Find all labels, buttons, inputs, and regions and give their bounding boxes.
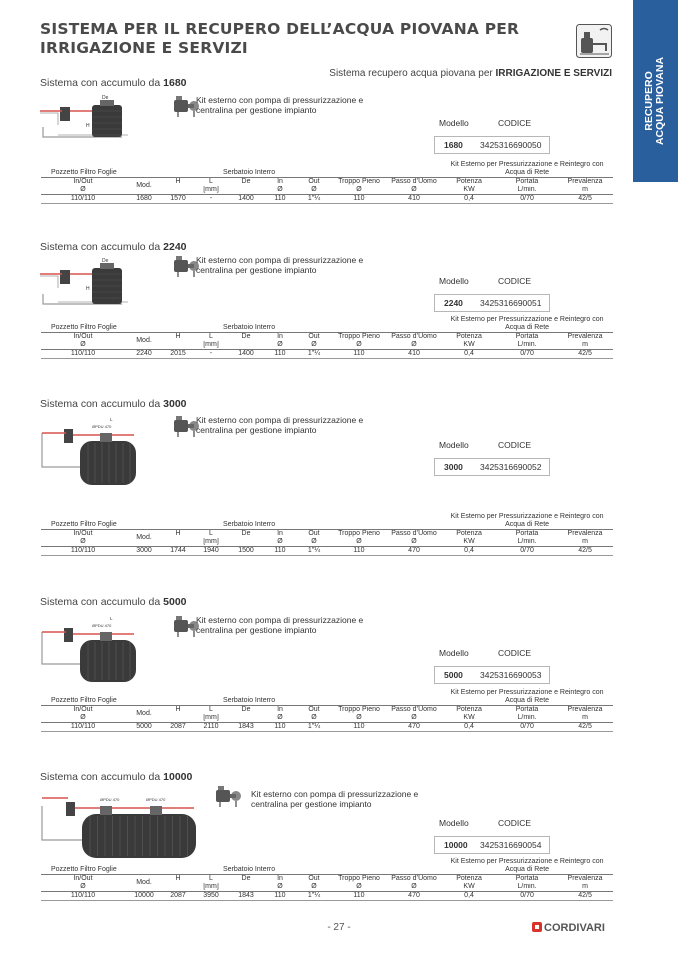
col-header-prevalenza: Prevalenza: [557, 333, 613, 342]
pozzetto-label: Pozzetto Filtro Foglie: [51, 324, 117, 331]
unit-passo: Ø: [387, 883, 441, 892]
cell-inout: 110/110: [41, 547, 125, 556]
page-subheading: Sistema recupero acqua piovana per IRRIGAZIONE E SERVIZI: [329, 68, 612, 79]
cell-potenza: 0,4: [441, 195, 497, 204]
unit-in: Ø: [263, 538, 297, 547]
unit-l: [mm]: [193, 538, 229, 547]
svg-text:L: L: [110, 616, 113, 621]
unit-inout: Ø: [41, 186, 125, 195]
cell-troppo: 110: [331, 723, 387, 732]
section-title: Sistema con accumulo da 3000: [40, 398, 187, 410]
col-header-h: H: [163, 706, 193, 715]
model-number: 2240: [444, 298, 463, 308]
cell-mod: 3000: [125, 547, 163, 556]
cell-h: 1570: [163, 195, 193, 204]
cell-potenza: 0,4: [441, 723, 497, 732]
unit-in: Ø: [263, 883, 297, 892]
unit-out: Ø: [297, 341, 331, 350]
spec-table: [41, 160, 613, 204]
cell-passo: 470: [387, 723, 441, 732]
unit-de: [229, 538, 263, 547]
section-title: Sistema con accumulo da 1680: [40, 77, 187, 89]
svg-text:L: L: [110, 417, 113, 422]
unit-de: [229, 341, 263, 350]
cell-troppo: 110: [331, 547, 387, 556]
brand-logo: CORDIVARI: [532, 922, 605, 934]
cell-h: 2087: [163, 892, 193, 901]
cell-out: 1"¼: [297, 547, 331, 556]
unit-inout: Ø: [41, 883, 125, 892]
cell-in: 110: [263, 195, 297, 204]
col-header-l: L: [193, 333, 229, 342]
col-header-potenza: Potenza: [441, 333, 497, 342]
serbatoio-label: Serbatoio Interro: [223, 521, 276, 528]
col-header-in: In: [263, 530, 297, 539]
kit-group-label: Kit Esterno per Pressurizzazione e Reintegro con Acqua di Rete: [450, 858, 604, 873]
cell-prevalenza: 42/5: [557, 892, 613, 901]
table-row: [41, 195, 613, 204]
pump-kit-icon: [214, 782, 246, 808]
cell-passo: 410: [387, 350, 441, 359]
cell-out: 1"¼: [297, 723, 331, 732]
spec-table: [41, 315, 613, 359]
svg-text:De: De: [102, 258, 109, 264]
unit-in: Ø: [263, 186, 297, 195]
kit-group-label: Kit Esterno per Pressurizzazione e Reintegro con Acqua di Rete: [450, 161, 604, 176]
modello-label: Modello: [439, 648, 469, 658]
col-header-potenza: Potenza: [441, 875, 497, 884]
svg-text:ØPDU 470: ØPDU 470: [100, 797, 120, 802]
cell-l: -: [193, 350, 229, 359]
kit-group-label: Kit Esterno per Pressurizzazione e Reintegro con Acqua di Rete: [450, 689, 604, 704]
svg-text:H: H: [86, 123, 90, 129]
product-code: 3425316690050: [480, 140, 542, 150]
unit-troppo: Ø: [331, 341, 387, 350]
unit-prevalenza: m: [557, 341, 613, 350]
unit-inout: Ø: [41, 714, 125, 723]
col-header-passo: Passo d’Uomo: [387, 530, 441, 539]
unit-out: Ø: [297, 538, 331, 547]
svg-text:H: H: [86, 286, 90, 292]
page-title: SISTEMA PER IL RECUPERO DELL’ACQUA PIOVANA PER IRRIGAZIONE E SERVIZI: [40, 20, 520, 57]
tank-diagram: [40, 413, 138, 487]
pozzetto-label: Pozzetto Filtro Foglie: [51, 697, 117, 704]
tank-diagram: [40, 786, 198, 860]
cell-potenza: 0,4: [441, 892, 497, 901]
col-header-in: In: [263, 706, 297, 715]
unit-prevalenza: m: [557, 714, 613, 723]
irrigation-tank-icon: [576, 24, 612, 58]
model-number: 5000: [444, 670, 463, 680]
unit-troppo: Ø: [331, 714, 387, 723]
cell-mod: 2240: [125, 350, 163, 359]
model-code-box: [434, 818, 550, 860]
cell-l: 2110: [193, 723, 229, 732]
table-group-header: [41, 857, 613, 875]
cell-inout: 110/110: [41, 723, 125, 732]
cell-de: 1400: [229, 350, 263, 359]
brand-mark-icon: [532, 922, 542, 932]
cell-troppo: 110: [331, 195, 387, 204]
cell-l: -: [193, 195, 229, 204]
col-header-de: De: [229, 333, 263, 342]
spec-table: [41, 512, 613, 556]
col-header-l: L: [193, 530, 229, 539]
modello-label: Modello: [439, 118, 469, 128]
col-header-l: L: [193, 706, 229, 715]
cell-de: 1400: [229, 195, 263, 204]
model-number: 1680: [444, 140, 463, 150]
kit-description: Kit esterno con pompa di pressurizzazione e centralina per gestione impianto: [196, 415, 364, 435]
cell-de: 1843: [229, 892, 263, 901]
cell-portata: 0/70: [497, 195, 557, 204]
table-header-row: [41, 333, 613, 342]
cell-out: 1"¼: [297, 195, 331, 204]
tank-diagram: [40, 612, 138, 684]
col-header-mod: Mod.: [125, 706, 163, 723]
section-title: Sistema con accumulo da 2240: [40, 241, 187, 253]
unit-potenza: KW: [441, 538, 497, 547]
col-header-h: H: [163, 333, 193, 342]
codice-label: CODICE: [498, 440, 532, 450]
cell-l: 1940: [193, 547, 229, 556]
col-header-in: In: [263, 333, 297, 342]
unit-l: [mm]: [193, 341, 229, 350]
unit-out: Ø: [297, 883, 331, 892]
col-header-portata: Portata: [497, 530, 557, 539]
col-header-out: Out: [297, 333, 331, 342]
col-header-h: H: [163, 875, 193, 884]
pozzetto-label: Pozzetto Filtro Foglie: [51, 866, 117, 873]
cell-portata: 0/70: [497, 350, 557, 359]
unit-h: [163, 341, 193, 350]
col-header-out: Out: [297, 178, 331, 187]
unit-de: [229, 714, 263, 723]
unit-inout: Ø: [41, 538, 125, 547]
cell-in: 110: [263, 547, 297, 556]
col-header-mod: Mod.: [125, 530, 163, 547]
product-code: 3425316690053: [480, 670, 542, 680]
col-header-h: H: [163, 530, 193, 539]
kit-description: Kit esterno con pompa di pressurizzazione e centralina per gestione impianto: [196, 615, 364, 635]
tank-diagram: [40, 93, 128, 145]
unit-in: Ø: [263, 341, 297, 350]
cell-troppo: 110: [331, 892, 387, 901]
col-header-troppo: Troppo Pieno: [331, 178, 387, 187]
codice-label: CODICE: [498, 118, 532, 128]
unit-h: [163, 186, 193, 195]
unit-troppo: Ø: [331, 883, 387, 892]
col-header-potenza: Potenza: [441, 178, 497, 187]
cell-in: 110: [263, 723, 297, 732]
cell-l: 3950: [193, 892, 229, 901]
unit-prevalenza: m: [557, 538, 613, 547]
codice-label: CODICE: [498, 648, 532, 658]
table-row: [41, 350, 613, 359]
col-header-de: De: [229, 706, 263, 715]
unit-out: Ø: [297, 186, 331, 195]
serbatoio-label: Serbatoio Interro: [223, 866, 276, 873]
table-row: [41, 892, 613, 901]
col-header-prevalenza: Prevalenza: [557, 530, 613, 539]
col-header-portata: Portata: [497, 178, 557, 187]
cell-in: 110: [263, 350, 297, 359]
table-header-row: [41, 530, 613, 539]
col-header-mod: Mod.: [125, 178, 163, 195]
model-number: 10000: [444, 840, 468, 850]
col-header-h: H: [163, 178, 193, 187]
cell-passo: 410: [387, 195, 441, 204]
cell-h: 1744: [163, 547, 193, 556]
col-header-inout: In/Out: [41, 333, 125, 342]
svg-text:ØPDU 470: ØPDU 470: [92, 623, 112, 628]
cell-portata: 0/70: [497, 892, 557, 901]
unit-h: [163, 714, 193, 723]
cell-inout: 110/110: [41, 892, 125, 901]
cell-portata: 0/70: [497, 723, 557, 732]
spec-table: [41, 688, 613, 732]
spec-table: [41, 857, 613, 901]
table-group-header: [41, 512, 613, 530]
col-header-prevalenza: Prevalenza: [557, 875, 613, 884]
modello-label: Modello: [439, 440, 469, 450]
cell-prevalenza: 42/5: [557, 195, 613, 204]
cell-mod: 1680: [125, 195, 163, 204]
col-header-inout: In/Out: [41, 706, 125, 715]
col-header-inout: In/Out: [41, 530, 125, 539]
cell-out: 1"¼: [297, 892, 331, 901]
cell-potenza: 0,4: [441, 547, 497, 556]
col-header-in: In: [263, 875, 297, 884]
serbatoio-label: Serbatoio Interro: [223, 169, 276, 176]
unit-portata: L/min.: [497, 714, 557, 723]
section-title: Sistema con accumulo da 5000: [40, 596, 187, 608]
unit-potenza: KW: [441, 714, 497, 723]
col-header-portata: Portata: [497, 333, 557, 342]
cell-passo: 470: [387, 547, 441, 556]
col-header-prevalenza: Prevalenza: [557, 178, 613, 187]
serbatoio-label: Serbatoio Interro: [223, 324, 276, 331]
cell-prevalenza: 42/5: [557, 350, 613, 359]
cell-h: 2015: [163, 350, 193, 359]
cell-mod: 10000: [125, 892, 163, 901]
pozzetto-label: Pozzetto Filtro Foglie: [51, 169, 117, 176]
col-header-mod: Mod.: [125, 333, 163, 350]
unit-potenza: KW: [441, 883, 497, 892]
col-header-de: De: [229, 178, 263, 187]
col-header-troppo: Troppo Pieno: [331, 333, 387, 342]
kit-description: Kit esterno con pompa di pressurizzazione e centralina per gestione impianto: [251, 789, 419, 809]
unit-de: [229, 883, 263, 892]
cell-prevalenza: 42/5: [557, 723, 613, 732]
unit-out: Ø: [297, 714, 331, 723]
col-header-passo: Passo d’Uomo: [387, 875, 441, 884]
table-row: [41, 723, 613, 732]
section-title: Sistema con accumulo da 10000: [40, 771, 193, 783]
unit-h: [163, 883, 193, 892]
col-header-passo: Passo d’Uomo: [387, 706, 441, 715]
col-header-l: L: [193, 875, 229, 884]
model-number: 3000: [444, 462, 463, 472]
page-number: - 27 -: [327, 922, 351, 933]
cell-inout: 110/110: [41, 350, 125, 359]
unit-de: [229, 186, 263, 195]
col-header-troppo: Troppo Pieno: [331, 530, 387, 539]
unit-prevalenza: m: [557, 186, 613, 195]
pozzetto-label: Pozzetto Filtro Foglie: [51, 521, 117, 528]
col-header-portata: Portata: [497, 706, 557, 715]
col-header-passo: Passo d’Uomo: [387, 178, 441, 187]
unit-potenza: KW: [441, 341, 497, 350]
unit-l: [mm]: [193, 714, 229, 723]
unit-troppo: Ø: [331, 186, 387, 195]
product-code: 3425316690052: [480, 462, 542, 472]
unit-l: [mm]: [193, 186, 229, 195]
col-header-de: De: [229, 875, 263, 884]
table-group-header: [41, 160, 613, 178]
unit-portata: L/min.: [497, 883, 557, 892]
col-header-mod: Mod.: [125, 875, 163, 892]
cell-de: 1843: [229, 723, 263, 732]
cell-prevalenza: 42/5: [557, 547, 613, 556]
table-group-header: [41, 688, 613, 706]
col-header-inout: In/Out: [41, 875, 125, 884]
product-code: 3425316690054: [480, 840, 542, 850]
model-code-box: [434, 118, 550, 160]
model-code-box: [434, 276, 550, 318]
col-header-prevalenza: Prevalenza: [557, 706, 613, 715]
col-header-in: In: [263, 178, 297, 187]
cell-troppo: 110: [331, 350, 387, 359]
kit-group-label: Kit Esterno per Pressurizzazione e Reintegro con Acqua di Rete: [450, 316, 604, 331]
unit-portata: L/min.: [497, 186, 557, 195]
codice-label: CODICE: [498, 818, 532, 828]
modello-label: Modello: [439, 818, 469, 828]
cell-portata: 0/70: [497, 547, 557, 556]
col-header-troppo: Troppo Pieno: [331, 875, 387, 884]
modello-label: Modello: [439, 276, 469, 286]
product-code: 3425316690051: [480, 298, 542, 308]
table-header-row: [41, 875, 613, 884]
cell-out: 1"¼: [297, 350, 331, 359]
table-header-row: [41, 706, 613, 715]
col-header-inout: In/Out: [41, 178, 125, 187]
table-header-row: [41, 178, 613, 187]
kit-description: Kit esterno con pompa di pressurizzazione e centralina per gestione impianto: [196, 95, 364, 115]
unit-prevalenza: m: [557, 883, 613, 892]
svg-text:De: De: [102, 95, 109, 101]
svg-text:ØPDU 470: ØPDU 470: [146, 797, 166, 802]
model-code-box: [434, 440, 550, 482]
unit-passo: Ø: [387, 341, 441, 350]
cell-passo: 470: [387, 892, 441, 901]
unit-portata: L/min.: [497, 341, 557, 350]
unit-passo: Ø: [387, 714, 441, 723]
col-header-out: Out: [297, 706, 331, 715]
unit-in: Ø: [263, 714, 297, 723]
serbatoio-label: Serbatoio Interro: [223, 697, 276, 704]
unit-inout: Ø: [41, 341, 125, 350]
side-tab: [633, 0, 678, 182]
unit-h: [163, 538, 193, 547]
tank-diagram: [40, 256, 128, 312]
model-code-box: [434, 648, 550, 690]
codice-label: CODICE: [498, 276, 532, 286]
unit-passo: Ø: [387, 538, 441, 547]
cell-potenza: 0,4: [441, 350, 497, 359]
cell-in: 110: [263, 892, 297, 901]
unit-portata: L/min.: [497, 538, 557, 547]
unit-passo: Ø: [387, 186, 441, 195]
unit-troppo: Ø: [331, 538, 387, 547]
table-group-header: [41, 315, 613, 333]
col-header-de: De: [229, 530, 263, 539]
unit-potenza: KW: [441, 186, 497, 195]
kit-description: Kit esterno con pompa di pressurizzazione e centralina per gestione impianto: [196, 255, 364, 275]
col-header-potenza: Potenza: [441, 706, 497, 715]
cell-h: 2087: [163, 723, 193, 732]
svg-text:ØPDU 470: ØPDU 470: [92, 424, 112, 429]
cell-mod: 5000: [125, 723, 163, 732]
col-header-potenza: Potenza: [441, 530, 497, 539]
col-header-passo: Passo d’Uomo: [387, 333, 441, 342]
side-tab-label: RECUPERO ACQUA PIOVANA: [643, 56, 666, 146]
col-header-out: Out: [297, 875, 331, 884]
kit-group-label: Kit Esterno per Pressurizzazione e Reintegro con Acqua di Rete: [450, 513, 604, 528]
col-header-portata: Portata: [497, 875, 557, 884]
col-header-out: Out: [297, 530, 331, 539]
col-header-troppo: Troppo Pieno: [331, 706, 387, 715]
table-row: [41, 547, 613, 556]
col-header-l: L: [193, 178, 229, 187]
cell-inout: 110/110: [41, 195, 125, 204]
unit-l: [mm]: [193, 883, 229, 892]
cell-de: 1500: [229, 547, 263, 556]
